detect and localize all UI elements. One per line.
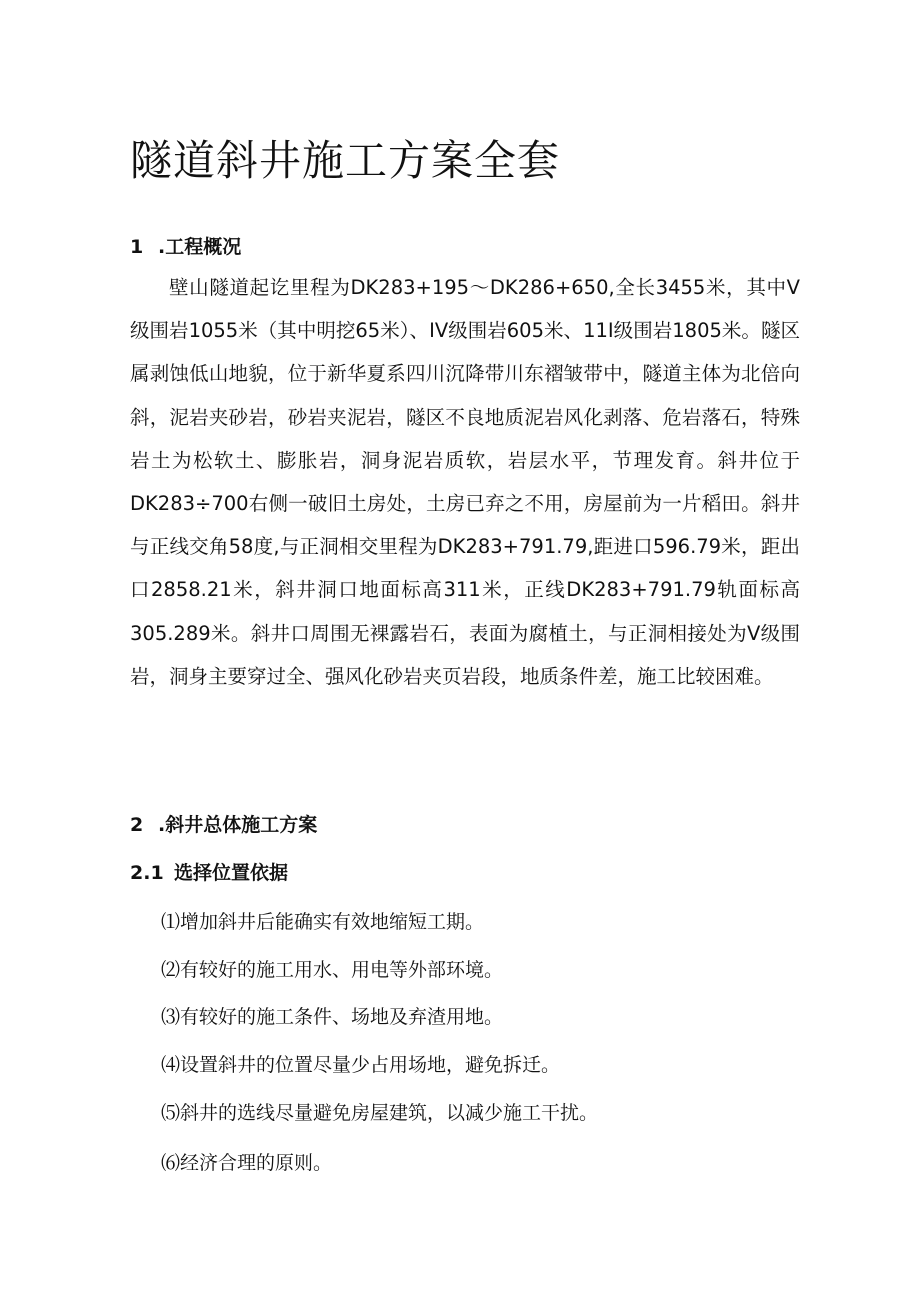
list-item: ⑹经济合理的原则。 bbox=[161, 1152, 333, 1174]
section-1-title: .工程概况 bbox=[158, 236, 242, 258]
section-1-paragraph: 壁山隧道起讫里程为DK283+195～DK286+650,全长3455米，其中V级围岩1055米（其中明挖65米）、IV级围岩605米、11I级围岩1805米。隧区属剥蚀低山地貌，位于新华夏系四川沉降带川东褶皱带中，隧道主体为北倍向斜，泥岩夹砂岩，砂岩夹泥岩，隧区不良地质泥岩风化剥落、危岩落石，特殊岩土为松软土、膨胀岩，洞身泥岩质软，岩层水平，节理发育。斜井位于DK283÷700右侧一破旧土房处，土房已弃之不用，房屋前为一片稻田。斜井与正线交角58度,与正洞相交里程为DK283+791.79,距进口596.79米，距出口2858.21米，斜井洞口地面标高311米，正线DK283+791.79轨面标高305.289米。斜井口周围无裸露岩石，表面为腐植土，与正洞相接处为V级围岩，洞身主要穿过全、强风化砂岩夹页岩段，地质条件差，施工比较困难。 bbox=[130, 276, 800, 688]
list-item: ⑷设置斜井的位置尽量少占用场地，避免拆迁。 bbox=[161, 1054, 561, 1076]
section-2-number: 2 bbox=[130, 814, 144, 836]
list-item: ⑸斜井的选线尽量避免房屋建筑，以减少施工干扰。 bbox=[161, 1102, 599, 1124]
list-item: ⑶有较好的施工条件、场地及弃渣用地。 bbox=[161, 1006, 504, 1028]
subsection-2-1-title: 选择位置依据 bbox=[174, 862, 289, 884]
list-item: ⑴增加斜井后能确实有效地缩短工期。 bbox=[161, 911, 485, 933]
document-title: 隧道斜井施工方案全套 bbox=[130, 136, 561, 185]
list-item: ⑵有较好的施工用水、用电等外部环境。 bbox=[161, 959, 504, 981]
subsection-2-1-heading bbox=[130, 858, 288, 885]
section-1-number: 1 bbox=[130, 236, 144, 258]
subsection-2-1-number: 2.1 bbox=[130, 862, 164, 884]
section-1-heading bbox=[130, 232, 241, 259]
section-2-title: .斜井总体施工方案 bbox=[158, 814, 318, 836]
section-2-heading bbox=[130, 810, 317, 837]
